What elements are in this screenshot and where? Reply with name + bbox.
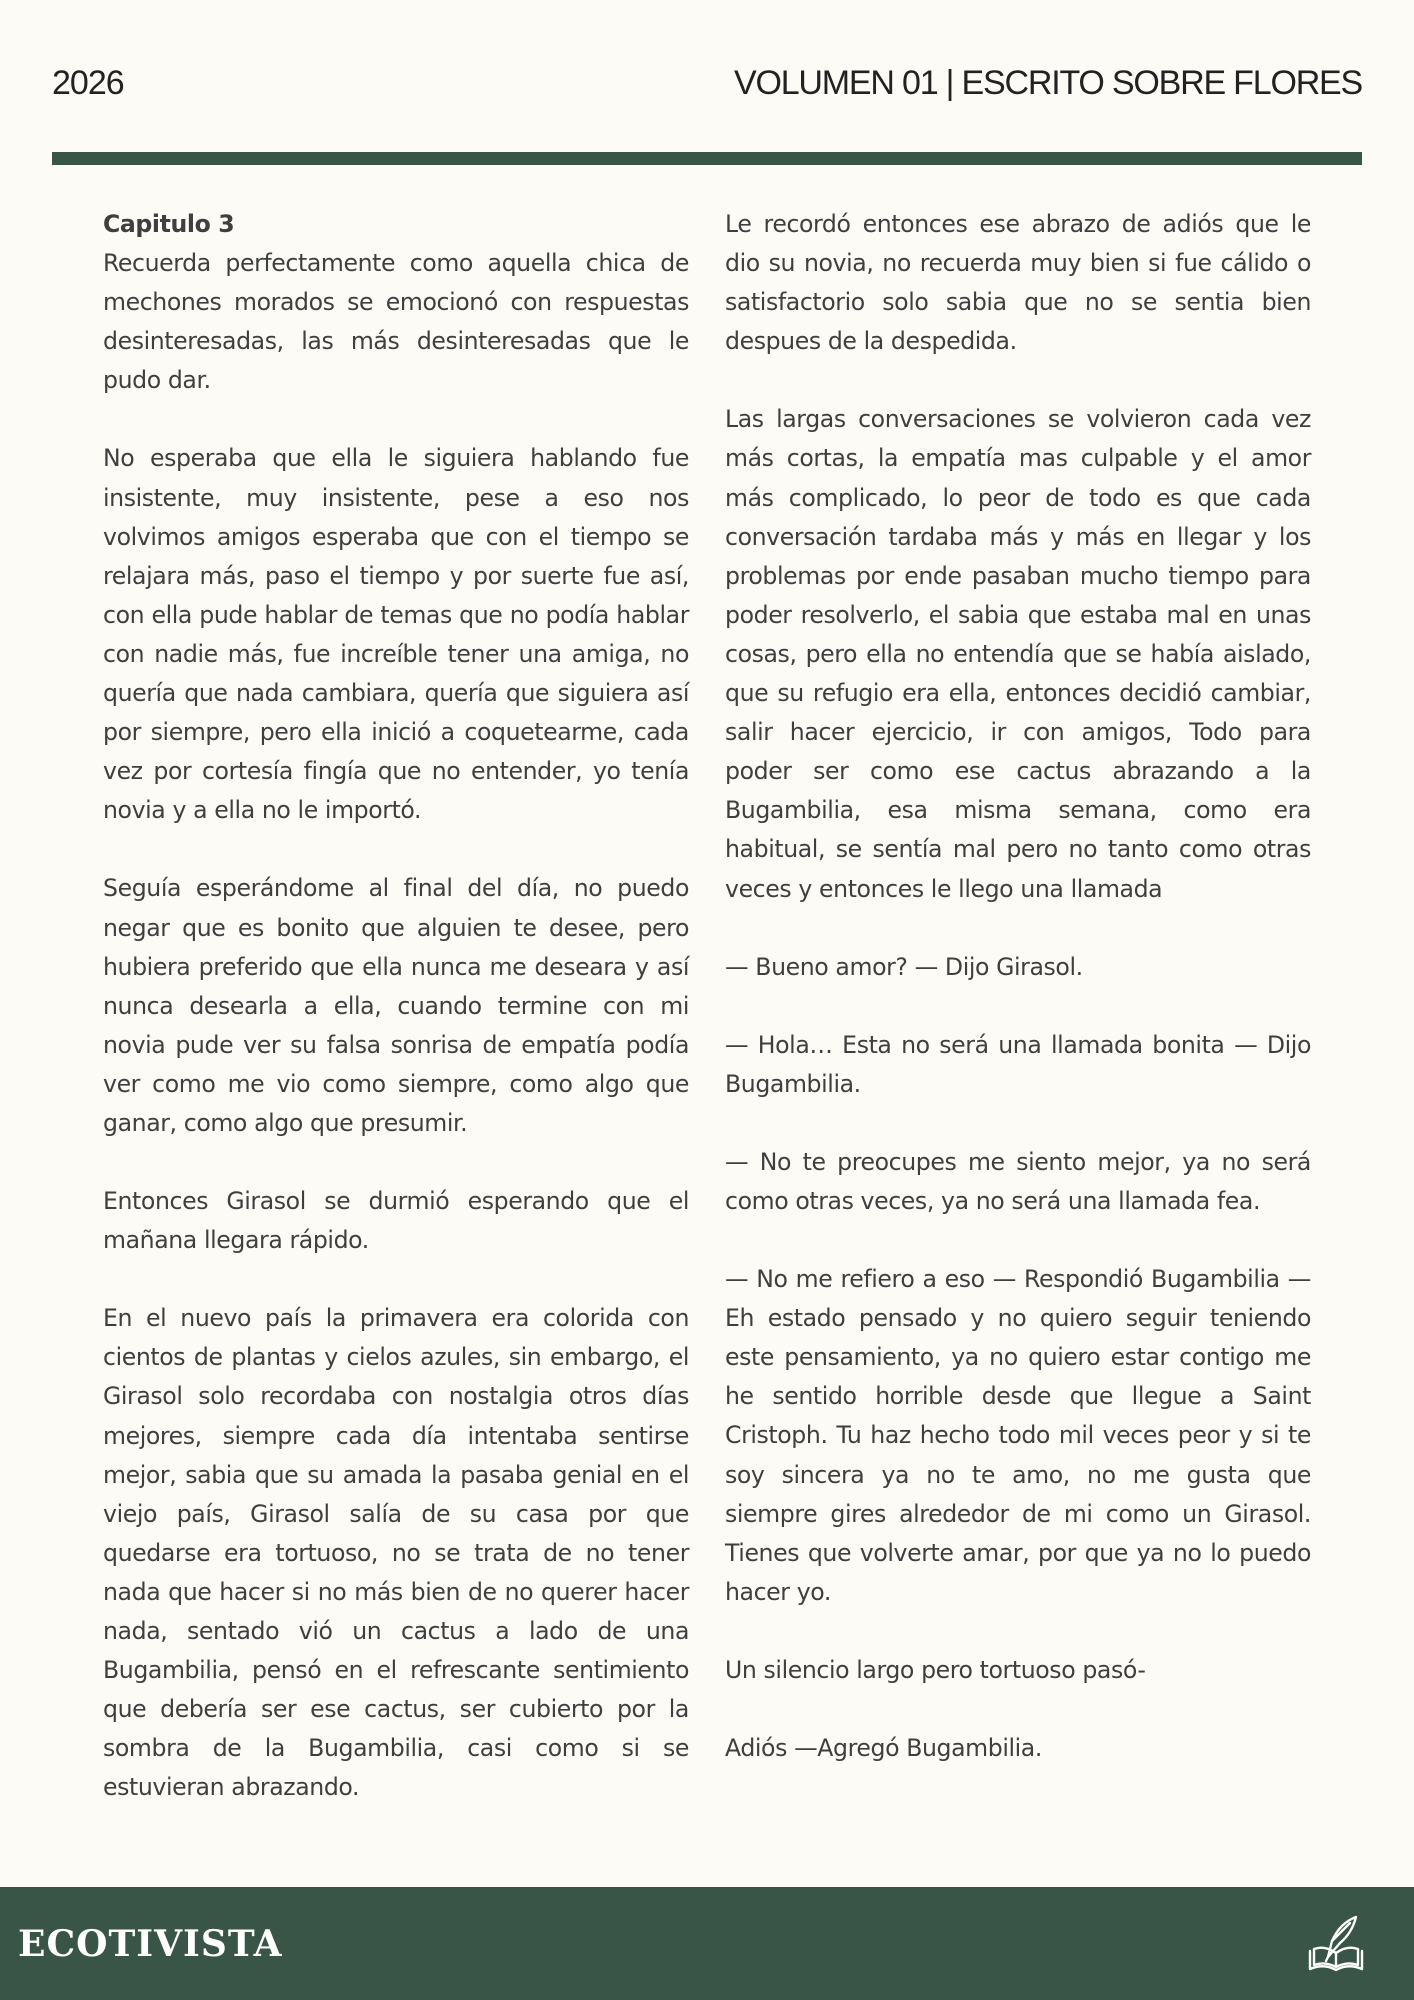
paragraph: — Hola… Esta no será una llamada bonita — Dijo Bugambilia. <box>725 1030 1311 1098</box>
paragraph: — No te preocupes me siento mejor, ya no será como otras veces, ya no será una llamada fea. <box>725 1147 1311 1215</box>
paragraph: Entonces Girasol se durmió esperando que el mañana llegara rápido. <box>103 1187 689 1255</box>
paragraph: Recuerda perfectamente como aquella chica de mechones morados se emocionó con respuestas desinteresadas, las más desinteresadas que le pudo dar. <box>103 249 689 395</box>
volume-title: VOLUMEN 01 | ESCRITO SOBRE FLORES <box>734 63 1362 102</box>
page-footer <box>0 1887 1414 2000</box>
paragraph: — Bueno amor? — Dijo Girasol. <box>725 952 1083 981</box>
paragraph: Las largas conversaciones se volvieron cada vez más cortas, la empatía mas culpable y el amor más complicado, lo peor de todo es que cada conversación tardaba más y más en llegar y los problemas por ende pasaban mucho tiempo para poder resolverlo, el sabia que estaba mal en unas cosas, pero ella no entendía que se había aislado, que su refugio era ella, entonces decidió cambiar, salir hacer ejercicio, ir con amigos, Todo para poder ser como ese cactus abrazando a la Bugambilia, esa misma semana, como era habitual, se sentía mal pero no tanto como otras veces y entonces le llego una llamada <box>725 405 1311 903</box>
page-header <box>52 58 1362 108</box>
paragraph: Le recordó entonces ese abrazo de adiós que le dio su novia, no recuerda muy bien si fue cálido o satisfactorio solo sabia que no se sentia bien despues de la despedida. <box>725 210 1311 356</box>
left-column <box>103 205 689 1807</box>
paragraph: — No me refiero a eso — Respondió Bugambilia — Eh estado pensado y no quiero seguir teniendo este pensamiento, ya no quiero estar contigo me he sentido horrible desde que llegue a Saint Cristoph. Tu haz hecho todo mil veces peor y si te soy sincera ya no te amo, no me gusta que siempre gires alrededor de mi como un Girasol. Tienes que volverte amar, por que ya no lo puedo hacer yo. <box>725 1265 1311 1606</box>
paragraph: No esperaba que ella le siguiera hablando fue insistente, muy insistente, pese a eso nos volvimos amigos esperaba que con el tiempo se relajara más, paso el tiempo y por suerte fue así, con ella pude hablar de temas que no podía hablar con nadie más, fue increíble tener una amiga, no quería que nada cambiara, quería que siguiera así por siempre, pero ella inició a coquetearme, cada vez por cortesía fingía que no entender, yo tenía novia y a ella no le importó. <box>103 444 689 825</box>
right-column <box>725 205 1311 1768</box>
header-divider <box>52 152 1362 165</box>
brand-name: ECOTIVISTA <box>18 1922 283 1965</box>
paragraph: Un silencio largo pero tortuoso pasó- <box>725 1655 1146 1684</box>
paragraph: En el nuevo país la primavera era colorida con cientos de plantas y cielos azules, sin embargo, el Girasol solo recordaba con nostalgia otros días mejores, siempre cada día intentaba sentirse mejor, sabia que su amada la pasaba genial en el viejo país, Girasol salía de su casa por que quedarse era tortuoso, no se trata de no tener nada que hacer si no más bien de no querer hacer nada, sentado vió un cactus a lado de una Bugambilia, pensó en el refrescante sentimiento que debería ser ese cactus, ser cubierto por la sombra de la Bugambilia, casi como si se estuvieran abrazando. <box>103 1304 689 1802</box>
paragraph: Adiós —Agregó Bugambilia. <box>725 1734 1042 1762</box>
book-quill-icon <box>1306 1913 1366 1975</box>
paragraph: Seguía esperándome al final del día, no puedo negar que es bonito que alguien te desee, pero hubiera preferido que ella nunca me deseara y así nunca desearla a ella, cuando termine con mi novia pude ver su falsa sonrisa de empatía podía ver como me vio como siempre, como algo que ganar, como algo que presumir. <box>103 874 689 1137</box>
year-label: 2026 <box>52 63 124 102</box>
chapter-title: Capitulo 3 <box>103 210 235 238</box>
